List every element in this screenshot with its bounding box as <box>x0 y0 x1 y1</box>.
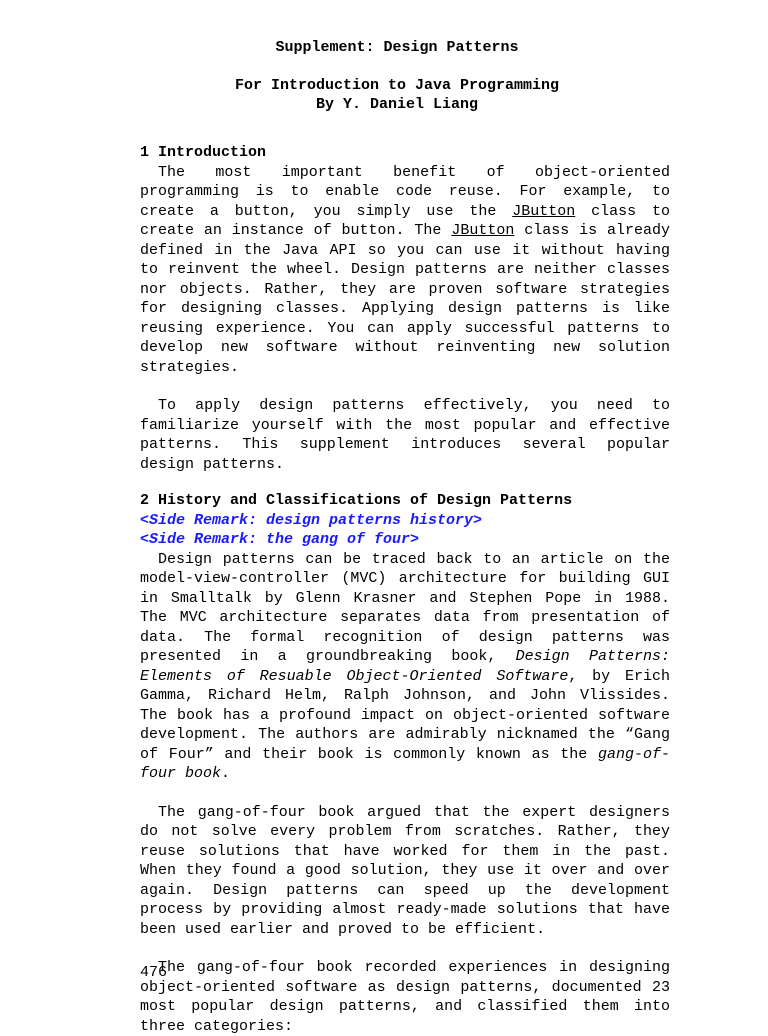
text-run: , by Erich Gamma, Richard Helm, Ralph Johnson, and John Vlissides. The book has a profound impact on object-oriented software development. The authors are admirably nicknamed the “Gang of Four” and their book is commonly known as the <box>140 667 670 763</box>
section-heading-history: 2 History and Classifications of Design Patterns <box>140 492 573 509</box>
paragraph-introduction-1 <box>140 163 670 378</box>
book-title: For Introduction to Java Programming <box>234 77 560 94</box>
text-run: class is already defined in the Java API so you can use it without having to reinvent the wheel. Design patterns are neither classes nor objects. Rather, they are proven software strategies for designing classes. Applying design patterns is like reusing experience. You can apply successful patterns to develop new software without reinventing new solution strategies. <box>140 222 670 376</box>
text-run: Design patterns can be traced back to an article on the model-view-controller (MVC) architecture for building GUI in Smalltalk by Glenn Krasner and Stephen Pope in 1988. The MVC architecture separates data from presentation of data. The formal recognition of design patterns was presented in a groundbreaking book, <box>140 550 670 665</box>
gang-of-four-term: gang-of-four book <box>140 745 670 782</box>
page-number: 476 <box>140 964 168 981</box>
text-run: The most important benefit of object-oriented programming is to enable code reuse. For example, to create a button, you simply use the <box>140 163 670 220</box>
paragraph-history-2: The gang-of-four book argued that the expert designers do not solve every problem from scratches. Rather, they reuse solutions that have worked for them in the past. When they found a good solution, they use it over and over again. Design patterns can speed up the development process by providing almost ready-made solutions that have been used earlier and proved to be efficient. <box>140 803 670 938</box>
side-remark-history: <Side Remark: design patterns history> <box>140 511 483 529</box>
side-remark-gang-of-four: <Side Remark: the gang of four> <box>140 531 420 548</box>
code-reference-jbutton: JButton <box>512 202 576 220</box>
text-run: . <box>221 765 231 782</box>
author-line: By Y. Daniel Liang <box>315 96 479 113</box>
paragraph-history-3: The gang-of-four book recorded experiences in designing object-oriented software as design patterns, documented 23 most popular design patterns, and classified them into three categories: <box>140 959 670 1035</box>
code-reference-jbutton: JButton <box>451 222 515 239</box>
title-block <box>0 38 768 114</box>
paragraph-introduction-2: To apply design patterns effectively, you need to familiarize yourself with the most popular and effective patterns. This supplement introduces several popular design patterns. <box>140 397 670 473</box>
paragraph-history-1 <box>140 550 670 784</box>
text-run: class to create an instance of button. The <box>140 202 670 239</box>
book-title-reference: Design Patterns: Elements of Resuable Object-Oriented Software <box>140 648 670 685</box>
section-heading-introduction: 1 Introduction <box>140 144 267 161</box>
body-content <box>140 143 670 1036</box>
document-title: Supplement: Design Patterns <box>275 39 519 56</box>
